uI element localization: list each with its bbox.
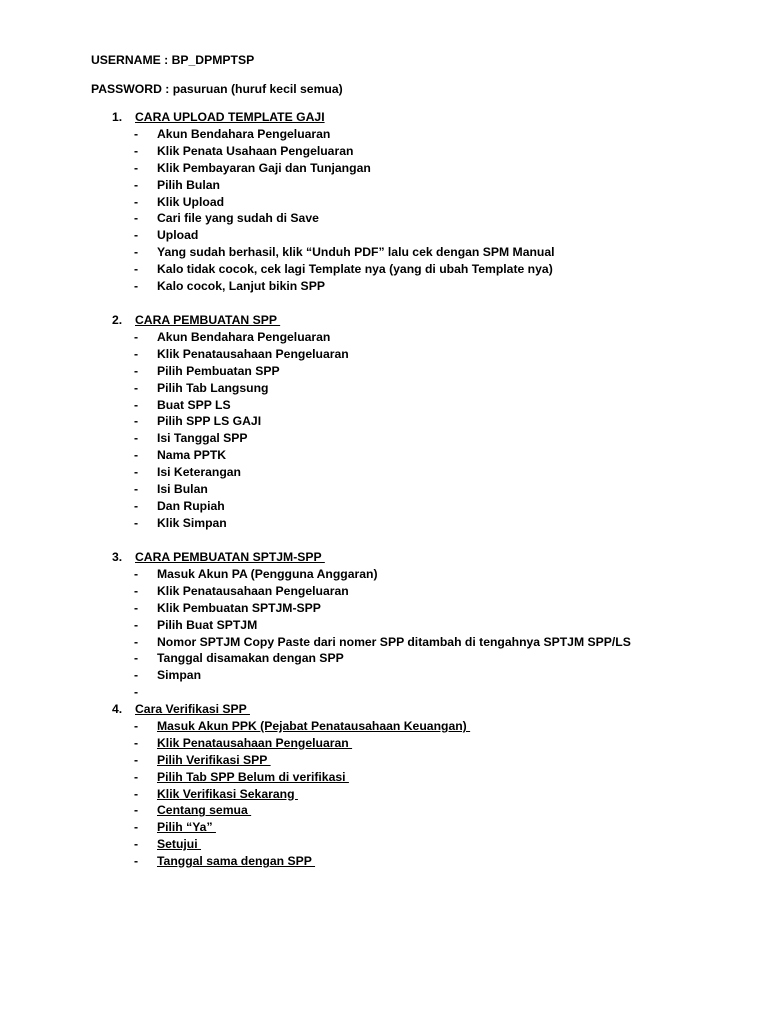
bullet-dash: -	[134, 600, 139, 615]
bullet-dash: -	[134, 160, 139, 175]
section-heading	[112, 549, 732, 566]
bullet-dash: -	[134, 837, 139, 852]
bullet-dash: -	[134, 668, 139, 683]
username-line: USERNAME : BP_DPMPTSP	[91, 53, 255, 67]
list-item-text: Pilih Buat SPTJM	[157, 617, 258, 632]
bullet-dash: -	[134, 228, 139, 243]
list-item	[112, 634, 732, 651]
bullet-dash: -	[134, 651, 139, 666]
step-list	[112, 718, 732, 870]
bullet-dash: -	[134, 719, 139, 733]
section-title: CARA PEMBUATAN SPTJM-SPP	[135, 550, 325, 564]
list-item-text: Klik Upload	[157, 194, 225, 209]
bullet-dash: -	[134, 820, 139, 835]
list-item-text: Tanggal sama dengan SPP	[157, 854, 316, 869]
list-item	[112, 786, 732, 803]
section-heading	[112, 701, 732, 718]
list-item	[112, 363, 732, 380]
section-pembuatan-spp	[112, 312, 732, 532]
list-item-text: Pilih Tab SPP Belum di verifikasi	[157, 769, 349, 784]
section-number: 2.	[112, 313, 123, 327]
list-item	[112, 481, 732, 498]
list-item-text: Buat SPP LS	[157, 397, 231, 412]
list-item-text: Isi Bulan	[157, 482, 208, 497]
list-item	[112, 667, 732, 684]
list-item-text: Pilih Pembuatan SPP	[157, 363, 280, 378]
section-number: 3.	[112, 550, 123, 564]
bullet-dash: -	[134, 854, 139, 869]
list-item-text: Yang sudah berhasil, klik “Unduh PDF” lalu cek dengan SPM Manual	[157, 245, 555, 260]
bullet-dash: -	[134, 262, 139, 277]
list-item	[112, 329, 732, 346]
list-item-text: Kalo cocok, Lanjut bikin SPP	[157, 279, 325, 294]
password-line: PASSWORD : pasuruan (huruf kecil semua)	[91, 82, 343, 96]
list-item-text: Pilih SPP LS GAJI	[157, 414, 262, 429]
list-item	[112, 684, 732, 701]
section-number: 1.	[112, 110, 123, 124]
list-item-text: Isi Tanggal SPP	[157, 431, 248, 446]
bullet-dash: -	[134, 515, 139, 530]
list-item	[112, 177, 732, 194]
bullet-dash: -	[134, 786, 139, 801]
list-item	[112, 819, 732, 836]
bullet-dash: -	[134, 634, 139, 649]
list-item-text: Centang semua	[157, 803, 252, 818]
section-number: 4.	[112, 702, 123, 716]
list-item	[112, 160, 732, 177]
bullet-dash: -	[134, 194, 139, 209]
step-list	[112, 329, 732, 532]
bullet-dash: -	[134, 769, 139, 784]
bullet-dash: -	[134, 482, 139, 497]
list-item	[112, 650, 732, 667]
list-item	[112, 143, 732, 160]
list-item	[112, 718, 732, 735]
list-item-text: Pilih “Ya”	[157, 820, 216, 835]
section-title: CARA UPLOAD TEMPLATE GAJI	[135, 110, 325, 124]
list-item	[112, 380, 732, 397]
list-item	[112, 397, 732, 414]
list-item	[112, 278, 732, 295]
list-item-text: Tanggal disamakan dengan SPP	[157, 651, 344, 666]
list-item	[112, 583, 732, 600]
bullet-dash: -	[134, 803, 139, 818]
list-item-text: Upload	[157, 228, 199, 243]
list-item-text: Dan Rupiah	[157, 498, 225, 513]
list-item	[112, 210, 732, 227]
bullet-dash: -	[134, 567, 139, 581]
list-item	[112, 752, 732, 769]
list-item-text: Klik Penata Usahaan Pengeluaran	[157, 143, 354, 158]
list-item-text: Pilih Tab Langsung	[157, 380, 269, 395]
list-item	[112, 447, 732, 464]
bullet-dash: -	[134, 245, 139, 260]
list-item-text: Masuk Akun PPK (Pejabat Penatausahaan Keuangan)	[157, 719, 471, 733]
list-item-text: Pilih Bulan	[157, 177, 220, 192]
bullet-dash: -	[134, 735, 139, 750]
list-item	[112, 346, 732, 363]
list-item	[112, 261, 732, 278]
list-item	[112, 836, 732, 853]
bullet-dash: -	[134, 177, 139, 192]
list-item-text: Klik Pembayaran Gaji dan Tunjangan	[157, 160, 371, 175]
bullet-dash: -	[134, 617, 139, 632]
list-item	[112, 430, 732, 447]
list-item-text: Setujui	[157, 837, 202, 852]
section-upload-template-gaji	[112, 109, 732, 295]
bullet-dash: -	[134, 127, 139, 141]
list-item-text: Klik Pembuatan SPTJM-SPP	[157, 600, 321, 615]
bullet-dash: -	[134, 685, 139, 700]
section-title: Cara Verifikasi SPP	[135, 702, 250, 716]
section-heading	[112, 109, 732, 126]
list-item	[112, 464, 732, 481]
list-item-text: Pilih Verifikasi SPP	[157, 752, 271, 767]
list-item	[112, 617, 732, 634]
list-item-text: Klik Verifikasi Sekarang	[157, 786, 298, 801]
step-list	[112, 566, 732, 701]
bullet-dash: -	[134, 498, 139, 513]
bullet-dash: -	[134, 448, 139, 463]
bullet-dash: -	[134, 583, 139, 598]
list-item	[112, 515, 732, 532]
bullet-dash: -	[134, 380, 139, 395]
list-item	[112, 126, 732, 143]
bullet-dash: -	[134, 414, 139, 429]
section-title: CARA PEMBUATAN SPP	[135, 313, 281, 327]
list-item	[112, 853, 732, 870]
list-item-text: Akun Bendahara Pengeluaran	[157, 330, 331, 344]
bullet-dash: -	[134, 363, 139, 378]
section-pembuatan-sptjm-spp	[112, 549, 732, 701]
list-item-text: Klik Penatausahaan Pengeluaran	[157, 735, 353, 750]
list-item	[112, 498, 732, 515]
list-item-text: Klik Simpan	[157, 515, 227, 530]
list-item-text: Isi Keterangan	[157, 465, 241, 480]
list-item-text: Klik Penatausahaan Pengeluaran	[157, 346, 349, 361]
list-item	[112, 802, 732, 819]
list-item	[112, 244, 732, 261]
bullet-dash: -	[134, 211, 139, 226]
section-verifikasi-spp	[112, 701, 732, 870]
section-heading	[112, 312, 732, 329]
list-item-text: Masuk Akun PA (Pengguna Anggaran)	[157, 567, 378, 581]
bullet-dash: -	[134, 143, 139, 158]
list-item	[112, 600, 732, 617]
list-item	[112, 194, 732, 211]
list-item	[112, 413, 732, 430]
list-item	[112, 769, 732, 786]
bullet-dash: -	[134, 431, 139, 446]
list-item-text: Akun Bendahara Pengeluaran	[157, 127, 331, 141]
list-item-text: Cari file yang sudah di Save	[157, 211, 319, 226]
bullet-dash: -	[134, 330, 139, 344]
bullet-dash: -	[134, 397, 139, 412]
bullet-dash: -	[134, 346, 139, 361]
bullet-dash: -	[134, 752, 139, 767]
list-item-text: Klik Penatausahaan Pengeluaran	[157, 583, 349, 598]
bullet-dash: -	[134, 465, 139, 480]
list-item-text: Nomor SPTJM Copy Paste dari nomer SPP ditambah di tengahnya SPTJM SPP/LS	[157, 634, 631, 649]
list-item-text: Simpan	[157, 668, 202, 683]
list-item	[112, 227, 732, 244]
list-item	[112, 735, 732, 752]
step-list	[112, 126, 732, 295]
list-item-text: Nama PPTK	[157, 448, 227, 463]
bullet-dash: -	[134, 279, 139, 294]
list-item	[112, 566, 732, 583]
list-item-text: Kalo tidak cocok, cek lagi Template nya (yang di ubah Template nya)	[157, 262, 553, 277]
